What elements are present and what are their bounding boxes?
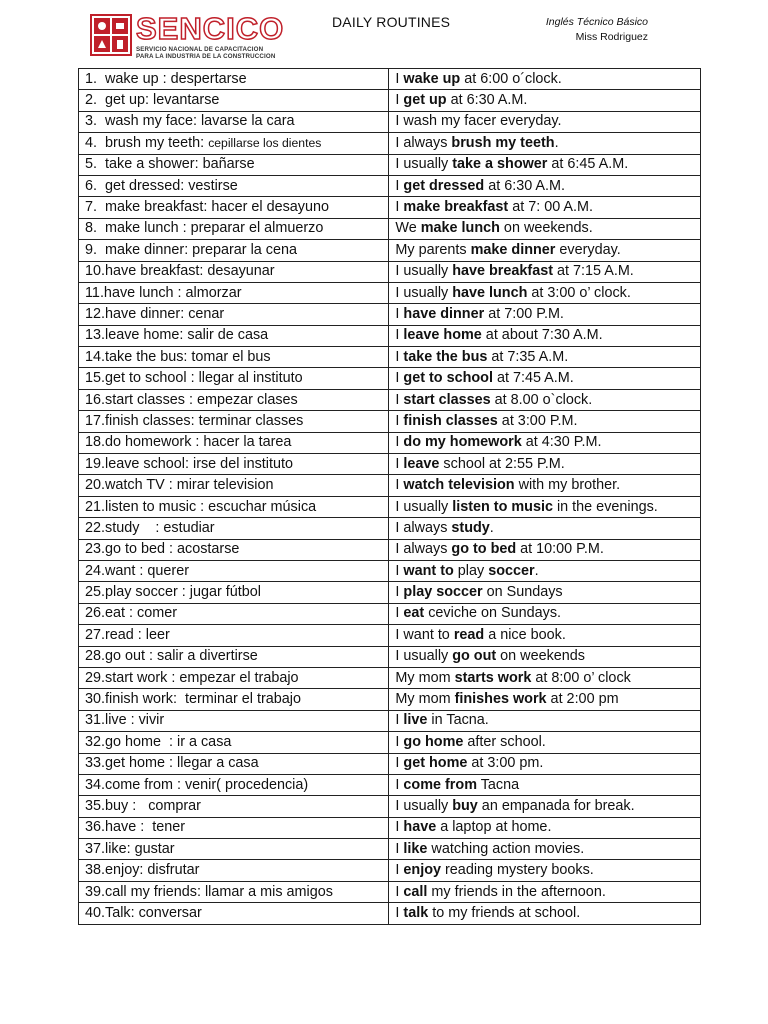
- table-row: [79, 796, 701, 817]
- example-sentence-cell: [389, 175, 701, 196]
- table-row: [79, 667, 701, 688]
- logo-subtitle-line-1: SERVICIO NACIONAL DE CAPACITACION: [136, 46, 264, 53]
- example-sentence-cell: [389, 197, 701, 218]
- routine-term: 37.like: gustar: [85, 840, 175, 857]
- example-sentence-cell: [389, 796, 701, 817]
- routine-term: 31.live : vivir: [85, 712, 165, 729]
- sentence-text: I: [395, 92, 404, 109]
- example-sentence-cell: [389, 774, 701, 795]
- routine-term: 5. take a shower: bañarse: [85, 156, 255, 173]
- table-row: [79, 625, 701, 646]
- example-sentence-cell: [389, 111, 701, 132]
- sentence-highlight: make dinner: [470, 241, 556, 258]
- routine-term-cell: [79, 304, 389, 325]
- sentence-highlight: get up: [403, 92, 447, 109]
- example-sentence-cell: [389, 732, 701, 753]
- sentence-highlight: finish classes: [403, 412, 498, 429]
- routine-term-cell: [79, 732, 389, 753]
- table-row: [79, 732, 701, 753]
- routine-term-cell: [79, 475, 389, 496]
- table-row: [79, 218, 701, 239]
- routine-term: 7. make breakfast: hacer el desayuno: [85, 199, 329, 216]
- table-row: [79, 582, 701, 603]
- routine-term-cell: [79, 518, 389, 539]
- routine-term: 19.leave school: irse del instituto: [85, 455, 293, 472]
- routine-term: 34.come from : venir( procedencia): [85, 776, 309, 793]
- sentence-text: I: [395, 177, 404, 194]
- table-row: [79, 454, 701, 475]
- example-sentence-cell: [389, 347, 701, 368]
- sentence-highlight: enjoy: [403, 862, 442, 879]
- routine-term: 36.have : tener: [85, 819, 186, 836]
- sentence-text: I usually: [395, 648, 453, 665]
- sentence-text: at 3:00 pm.: [467, 755, 544, 772]
- example-sentence-cell: [389, 603, 701, 624]
- routine-term-cell: [79, 197, 389, 218]
- table-row: [79, 411, 701, 432]
- routine-term-cell: [79, 860, 389, 881]
- routine-term-cell: [79, 710, 389, 731]
- routine-term: 10.have breakfast: desayunar: [85, 263, 275, 280]
- table-row: [79, 240, 701, 261]
- routine-term: 13.leave home: salir de casa: [85, 327, 269, 344]
- sentence-text: play: [453, 562, 489, 579]
- sentence-highlight: watch television: [403, 477, 515, 494]
- routine-term: 6. get dressed: vestirse: [85, 177, 238, 194]
- sentence-text: I: [395, 755, 404, 772]
- example-sentence-cell: [389, 282, 701, 303]
- sentence-text: at 8.00 o`clock.: [490, 391, 593, 408]
- sentence-text: on weekends.: [499, 220, 593, 237]
- sentence-text: I: [395, 562, 404, 579]
- sentence-text: My mom: [395, 669, 455, 686]
- sentence-highlight: leave home: [403, 327, 482, 344]
- sentence-text: My parents: [395, 241, 471, 258]
- sentence-text: I: [395, 477, 404, 494]
- sentence-text: a nice book.: [484, 626, 566, 643]
- sentence-highlight: get to school: [403, 370, 493, 387]
- sentence-text: at 7:45 A.M.: [492, 370, 574, 387]
- sentence-highlight: call: [403, 883, 428, 900]
- sentence-highlight: have: [403, 819, 437, 836]
- example-sentence-cell: [389, 304, 701, 325]
- sentence-text: I usually: [395, 263, 453, 280]
- routine-term: 3. wash my face: lavarse la cara: [85, 113, 295, 130]
- routines-table-body: [79, 69, 701, 925]
- sentence-highlight: play soccer: [403, 584, 483, 601]
- routine-term-cell: [79, 261, 389, 282]
- sentence-text: I always: [395, 519, 452, 536]
- sentence-text: at 10:00 P.M.: [516, 541, 604, 558]
- example-sentence-cell: [389, 325, 701, 346]
- sentence-text: I usually: [395, 498, 453, 515]
- routine-term: 14.take the bus: tomar el bus: [85, 348, 271, 365]
- routine-term-cell: [79, 496, 389, 517]
- sentence-text: on Sundays: [482, 584, 563, 601]
- routine-term: 40.Talk: conversar: [85, 904, 202, 921]
- routine-term: 38.enjoy: disfrutar: [85, 862, 200, 879]
- sentence-text: I: [395, 391, 404, 408]
- routine-term-cell: [79, 881, 389, 902]
- example-sentence-cell: [389, 646, 701, 667]
- sentence-highlight: listen to music: [452, 498, 553, 515]
- sentence-highlight: live: [403, 712, 428, 729]
- example-sentence-cell: [389, 518, 701, 539]
- table-row: [79, 133, 701, 154]
- sentence-text: a laptop at home.: [436, 819, 552, 836]
- table-row: [79, 261, 701, 282]
- routine-term: 12.have dinner: cenar: [85, 305, 225, 322]
- example-sentence-cell: [389, 539, 701, 560]
- sentence-text: at about 7:30 A.M.: [481, 327, 603, 344]
- example-sentence-cell: [389, 625, 701, 646]
- routine-term-cell: [79, 111, 389, 132]
- sentence-highlight: make breakfast: [403, 199, 509, 216]
- logo-wordmark: SENCICO: [136, 11, 285, 46]
- routine-term: 2. get up: levantarse: [85, 92, 220, 109]
- course-name: Inglés Técnico Básico: [545, 16, 648, 28]
- sentence-highlight: wake up: [403, 70, 461, 87]
- routine-term: 29.start work : empezar el trabajo: [85, 669, 299, 686]
- routine-term: 28.go out : salir a divertirse: [85, 648, 258, 665]
- sentence-text: at 7:00 P.M.: [484, 305, 564, 322]
- sentence-text: school at 2:55 P.M.: [439, 455, 565, 472]
- sentence-text: I: [395, 305, 404, 322]
- sentence-highlight: have dinner: [403, 305, 485, 322]
- table-row: [79, 881, 701, 902]
- sentence-text: .: [554, 134, 559, 151]
- sentence-text: at 6:45 A.M.: [547, 156, 629, 173]
- sentence-text: I: [395, 712, 404, 729]
- sentence-highlight: get dressed: [403, 177, 485, 194]
- example-sentence-cell: [389, 475, 701, 496]
- table-row: [79, 774, 701, 795]
- sentence-text: to my friends at school.: [428, 904, 581, 921]
- table-row: [79, 389, 701, 410]
- sentence-text: I always: [395, 541, 452, 558]
- sentence-text: I: [395, 70, 404, 87]
- sentence-text: I always: [395, 134, 452, 151]
- sentence-highlight: soccer: [488, 562, 535, 579]
- sentence-highlight: starts work: [454, 669, 532, 686]
- sentence-text: I: [395, 840, 404, 857]
- teacher-name: Miss Rodriguez: [575, 31, 648, 43]
- routine-term: 32.go home : ir a casa: [85, 733, 232, 750]
- sentence-text: after school.: [463, 733, 546, 750]
- sentence-text: at 6:00 o´clock.: [460, 70, 562, 87]
- routine-term: 35.buy : comprar: [85, 797, 201, 814]
- routine-term-cell: [79, 133, 389, 154]
- example-sentence-cell: [389, 839, 701, 860]
- routine-term-cell: [79, 154, 389, 175]
- sentence-text: I usually: [395, 797, 453, 814]
- routine-term-cell: [79, 796, 389, 817]
- example-sentence-cell: [389, 90, 701, 111]
- sentence-text: at 7:15 A.M.: [553, 263, 634, 280]
- sentence-highlight: eat: [403, 605, 425, 622]
- sentence-highlight: do my homework: [403, 434, 522, 451]
- routine-term-cell: [79, 325, 389, 346]
- sentence-highlight: leave: [403, 455, 440, 472]
- routine-term-cell: [79, 603, 389, 624]
- table-row: [79, 496, 701, 517]
- routine-term: 25.play soccer : jugar fútbol: [85, 584, 261, 601]
- routine-term: 20.watch TV : mirar television: [85, 477, 274, 494]
- sentence-highlight: start classes: [403, 391, 491, 408]
- table-row: [79, 368, 701, 389]
- routine-term: 26.eat : comer: [85, 605, 177, 622]
- sentence-text: I: [395, 455, 404, 472]
- routine-term-cell: [79, 368, 389, 389]
- routine-term-cell: [79, 839, 389, 860]
- example-sentence-cell: [389, 689, 701, 710]
- example-sentence-cell: [389, 261, 701, 282]
- example-sentence-cell: [389, 496, 701, 517]
- example-sentence-cell: [389, 860, 701, 881]
- table-row: [79, 154, 701, 175]
- example-sentence-cell: [389, 582, 701, 603]
- sentence-text: I: [395, 327, 404, 344]
- sentence-text: at 2:00 pm: [546, 691, 619, 708]
- sentence-text: at 8:00 o’ clock: [531, 669, 631, 686]
- sentence-text: at 3:00 o’ clock.: [527, 284, 631, 301]
- sentence-text: I: [395, 733, 404, 750]
- sencico-logo: [90, 11, 285, 60]
- sentence-highlight: get home: [403, 755, 468, 772]
- sentence-text: on weekends: [496, 648, 585, 665]
- sentence-text: at 6:30 A.M.: [484, 177, 565, 194]
- routine-term-translation: cepillarse los dientes: [208, 135, 322, 150]
- routine-term-cell: [79, 689, 389, 710]
- sentence-highlight: go out: [452, 648, 497, 665]
- routine-term-cell: [79, 454, 389, 475]
- table-row: [79, 903, 701, 924]
- routine-term-cell: [79, 218, 389, 239]
- routine-term-cell: [79, 389, 389, 410]
- sentence-highlight: have lunch: [452, 284, 528, 301]
- sentence-highlight: read: [453, 626, 485, 643]
- routine-term-cell: [79, 282, 389, 303]
- routine-term-cell: [79, 753, 389, 774]
- sentence-highlight: take the bus: [403, 348, 488, 365]
- sentence-highlight: like: [403, 840, 428, 857]
- routine-term-cell: [79, 667, 389, 688]
- sentence-text: at 4:30 P.M.: [521, 434, 602, 451]
- example-sentence-cell: [389, 154, 701, 175]
- sentence-highlight: go to bed: [451, 541, 517, 558]
- routine-term: 16.start classes : empezar clases: [85, 391, 298, 408]
- table-row: [79, 539, 701, 560]
- page-title: DAILY ROUTINES: [332, 14, 451, 30]
- routine-term-cell: [79, 240, 389, 261]
- table-row: [79, 347, 701, 368]
- sentence-text: everyday.: [555, 241, 621, 258]
- example-sentence-cell: [389, 411, 701, 432]
- sentence-text: I usually: [395, 156, 453, 173]
- sentence-highlight: have breakfast: [452, 263, 554, 280]
- routine-term-cell: [79, 539, 389, 560]
- routine-term-cell: [79, 646, 389, 667]
- routine-term-cell: [79, 347, 389, 368]
- sentence-text: watching action movies.: [427, 840, 585, 857]
- routine-term-cell: [79, 625, 389, 646]
- sentence-highlight: want to: [403, 562, 454, 579]
- table-row: [79, 282, 701, 303]
- table-row: [79, 603, 701, 624]
- sentence-highlight: finishes work: [454, 691, 547, 708]
- example-sentence-cell: [389, 881, 701, 902]
- routines-table: [78, 68, 701, 925]
- sentence-text: .: [534, 562, 539, 579]
- table-row: [79, 69, 701, 90]
- sentence-text: at 3:00 P.M.: [497, 412, 578, 429]
- sentence-text: I: [395, 370, 404, 387]
- table-row: [79, 175, 701, 196]
- logo-subtitle-line-2: PARA LA INDUSTRIA DE LA CONSTRUCCION: [136, 53, 276, 60]
- table-row: [79, 560, 701, 581]
- routine-term: 30.finish work: terminar el trabajo: [85, 691, 301, 708]
- example-sentence-cell: [389, 710, 701, 731]
- sentence-text: with my brother.: [514, 477, 621, 494]
- sentence-highlight: brush my teeth: [451, 134, 555, 151]
- routine-term: 17.finish classes: terminar classes: [85, 412, 304, 429]
- routine-term: 23.go to bed : acostarse: [85, 541, 240, 558]
- sentence-text: I: [395, 434, 404, 451]
- routine-term: 4. brush my teeth:: [85, 134, 209, 151]
- routine-term: 9. make dinner: preparar la cena: [85, 241, 297, 258]
- example-sentence-cell: [389, 133, 701, 154]
- example-sentence-cell: [389, 368, 701, 389]
- routine-term: 8. make lunch : preparar el almuerzo: [85, 220, 324, 237]
- table-row: [79, 710, 701, 731]
- table-row: [79, 197, 701, 218]
- sentence-highlight: talk: [403, 904, 429, 921]
- sentence-text: My mom: [395, 691, 455, 708]
- sentence-text: Tacna: [477, 776, 520, 793]
- sentence-text: I: [395, 584, 404, 601]
- table-row: [79, 753, 701, 774]
- example-sentence-cell: [389, 432, 701, 453]
- table-row: [79, 646, 701, 667]
- routine-term: 24.want : querer: [85, 562, 189, 579]
- sencico-emblem-icon: [90, 14, 132, 56]
- table-row: [79, 111, 701, 132]
- sentence-text: at 7:35 A.M.: [487, 348, 569, 365]
- sentence-text: I: [395, 199, 404, 216]
- table-row: [79, 304, 701, 325]
- sentence-text: I: [395, 776, 404, 793]
- routine-term-cell: [79, 817, 389, 838]
- routine-term: 21.listen to music : escuchar música: [85, 498, 317, 515]
- routine-term-cell: [79, 175, 389, 196]
- table-row: [79, 817, 701, 838]
- sentence-highlight: study: [451, 519, 490, 536]
- table-row: [79, 860, 701, 881]
- routine-term: 27.read : leer: [85, 626, 170, 643]
- example-sentence-cell: [389, 454, 701, 475]
- sentence-highlight: come from: [403, 776, 477, 793]
- routine-term: 1. wake up : despertarse: [85, 70, 247, 87]
- routine-term: 22.study : estudiar: [85, 519, 215, 536]
- example-sentence-cell: [389, 753, 701, 774]
- example-sentence-cell: [389, 389, 701, 410]
- sentence-text: We: [395, 220, 421, 237]
- sentence-highlight: make lunch: [420, 220, 500, 237]
- example-sentence-cell: [389, 218, 701, 239]
- sentence-text: I want to: [395, 626, 454, 643]
- table-row: [79, 689, 701, 710]
- sentence-highlight: take a shower: [452, 156, 548, 173]
- example-sentence-cell: [389, 817, 701, 838]
- sentence-text: reading mystery books.: [441, 862, 594, 879]
- sentence-text: in the evenings.: [552, 498, 658, 515]
- sentence-text: in Tacna.: [427, 712, 489, 729]
- sentence-text: at 7: 00 A.M.: [508, 199, 594, 216]
- table-row: [79, 518, 701, 539]
- table-row: [79, 839, 701, 860]
- routine-term-cell: [79, 90, 389, 111]
- sentence-text: I: [395, 605, 404, 622]
- sentence-text: I: [395, 862, 404, 879]
- sentence-text: I: [395, 883, 404, 900]
- example-sentence-cell: [389, 667, 701, 688]
- routine-term: 18.do homework : hacer la tarea: [85, 434, 292, 451]
- routine-term-cell: [79, 432, 389, 453]
- sentence-highlight: go home: [403, 733, 464, 750]
- routine-term-cell: [79, 69, 389, 90]
- sentence-text: I: [395, 819, 404, 836]
- sentence-text: my friends in the afternoon.: [427, 883, 606, 900]
- routine-term: 15.get to school : llegar al instituto: [85, 370, 303, 387]
- example-sentence-cell: [389, 69, 701, 90]
- routine-term-cell: [79, 560, 389, 581]
- table-row: [79, 325, 701, 346]
- table-row: [79, 90, 701, 111]
- sentence-text: I: [395, 412, 404, 429]
- routine-term-cell: [79, 582, 389, 603]
- table-row: [79, 432, 701, 453]
- routine-term: 11.have lunch : almorzar: [85, 284, 242, 301]
- routine-term: 33.get home : llegar a casa: [85, 755, 259, 772]
- routine-term: 39.call my friends: llamar a mis amigos: [85, 883, 333, 900]
- example-sentence-cell: [389, 903, 701, 924]
- sentence-highlight: buy: [452, 797, 478, 814]
- routine-term-cell: [79, 774, 389, 795]
- table-row: [79, 475, 701, 496]
- routine-term-cell: [79, 411, 389, 432]
- sentence-text: I wash my facer everyday.: [395, 113, 562, 130]
- sentence-text: ceviche on Sundays.: [424, 605, 562, 622]
- sentence-text: I: [395, 904, 404, 921]
- sentence-text: an empanada for break.: [477, 797, 635, 814]
- example-sentence-cell: [389, 240, 701, 261]
- sentence-text: I: [395, 348, 404, 365]
- routine-term-cell: [79, 903, 389, 924]
- sentence-text: I usually: [395, 284, 453, 301]
- sentence-text: .: [489, 519, 494, 536]
- example-sentence-cell: [389, 560, 701, 581]
- sentence-text: at 6:30 A.M.: [446, 92, 528, 109]
